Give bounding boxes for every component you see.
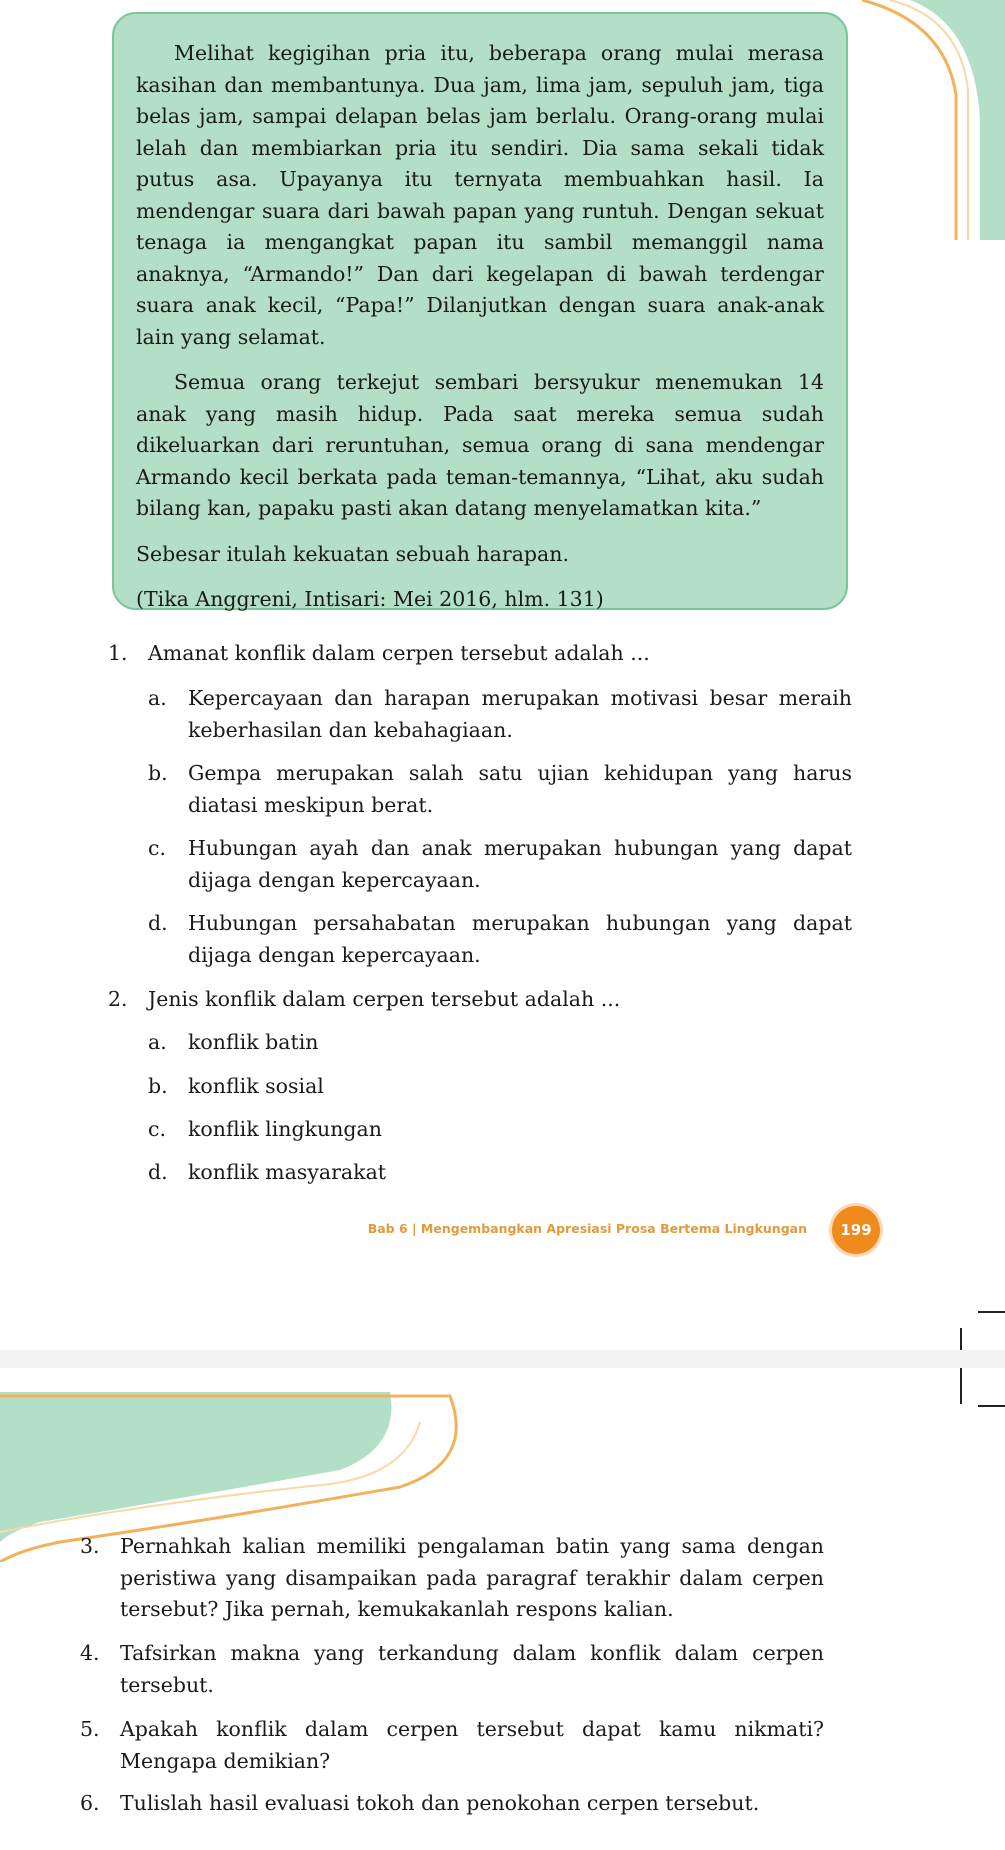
page-separator: [0, 1350, 1005, 1368]
option-text: Gempa merupakan salah satu ujian kehidupan yang harus diatasi meskipun berat.: [188, 761, 852, 817]
question-2: [108, 984, 852, 1016]
story-source: (Tika Anggreni, Intisari: Mei 2016, hlm. 131): [136, 587, 604, 611]
question-text: Tulislah hasil evaluasi tokoh dan penokohan cerpen tersebut.: [120, 1791, 760, 1815]
question-5: [80, 1714, 824, 1777]
question-1: [108, 638, 852, 670]
chapter-footer: Bab 6 | Mengembangkan Apresiasi Prosa Bertema Lingkungan: [367, 1221, 807, 1236]
option-text: Hubungan persahabatan merupakan hubungan yang dapat dijaga dengan kepercayaan.: [188, 911, 852, 967]
option-letter: c.: [148, 1117, 166, 1141]
story-excerpt-box: [112, 12, 848, 610]
option-letter: b.: [148, 761, 168, 785]
question-text: Jenis konflik dalam cerpen tersebut adalah ...: [148, 987, 621, 1011]
question-1-option-a: [148, 683, 852, 746]
story-paragraph: Melihat kegigihan pria itu, beberapa orang mulai merasa kasihan dan membantunya. Dua jam, lima jam, sepuluh jam, tiga belas jam, sampai delapan belas jam berlalu. Orang-orang mulai lelah dan membiarkan pria itu sendiri. Dia sama sekali tidak putus asa. Upayanya itu ternyata membuahkan hasil. Ia mendengar suara dari bawah papan yang runtuh. Dengan sekuat tenaga ia mengangkat papan itu sambil memanggil nama anaknya, “Armando!” Dan dari kegelapan di bawah terdengar suara anak kecil, “Papa!” Dilanjutkan dengan suara anak-anak lain yang selamat.: [136, 41, 824, 349]
question-1-option-d: [148, 908, 852, 971]
option-text: Hubungan ayah dan anak merupakan hubungan yang dapat dijaga dengan kepercayaan.: [188, 836, 852, 892]
option-text: konflik batin: [188, 1030, 319, 1054]
question-4: [80, 1638, 824, 1701]
option-letter: d.: [148, 911, 168, 935]
story-paragraph: Semua orang terkejut sembari bersyukur menemukan 14 anak yang masih hidup. Pada saat mereka semua sudah dikeluarkan dari reruntuhan, semua orang di sana mendengar Armando kecil berkata pada teman-temannya, “Lihat, aku sudah bilang kan, papaku pasti akan datang menyelamatkan kita.”: [136, 370, 824, 520]
question-number: 6.: [80, 1791, 100, 1815]
option-letter: b.: [148, 1074, 168, 1098]
option-text: Kepercayaan dan harapan merupakan motivasi besar meraih keberhasilan dan kebahagiaan.: [188, 686, 852, 742]
option-text: konflik lingkungan: [188, 1117, 382, 1141]
option-letter: a.: [148, 686, 167, 710]
question-3: [80, 1531, 824, 1626]
option-letter: d.: [148, 1160, 168, 1184]
question-number: 4.: [80, 1641, 100, 1665]
question-number: 3.: [80, 1534, 100, 1558]
corner-decoration-top: [850, 0, 1005, 240]
question-2-option-d: [148, 1157, 852, 1189]
question-text: Tafsirkan makna yang terkandung dalam konflik dalam cerpen tersebut.: [120, 1641, 824, 1697]
question-2-option-c: [148, 1114, 852, 1146]
question-2-option-b: [148, 1071, 852, 1103]
question-1-option-c: [148, 833, 852, 896]
question-2-option-a: [148, 1027, 852, 1059]
option-letter: c.: [148, 836, 166, 860]
option-letter: a.: [148, 1030, 167, 1054]
question-6: [80, 1788, 824, 1820]
question-number: 1.: [108, 641, 128, 665]
page-edge-marks: [958, 1368, 1005, 1408]
question-text: Apakah konflik dalam cerpen tersebut dapat kamu nikmati? Mengapa demikian?: [120, 1717, 824, 1773]
page-number-badge: 199: [832, 1206, 880, 1254]
option-text: konflik masyarakat: [188, 1160, 387, 1184]
option-text: konflik sosial: [188, 1074, 324, 1098]
story-paragraph: Sebesar itulah kekuatan sebuah harapan.: [136, 541, 569, 566]
question-number: 2.: [108, 987, 128, 1011]
question-number: 5.: [80, 1717, 100, 1741]
question-1-option-b: [148, 758, 852, 821]
question-text: Pernahkah kalian memiliki pengalaman batin yang sama dengan peristiwa yang disampaikan pada paragraf terakhir dalam cerpen tersebut? Jika pernah, kemukakanlah respons kalian.: [120, 1534, 824, 1621]
question-text: Amanat konflik dalam cerpen tersebut adalah ...: [148, 641, 650, 665]
page-200: [0, 1368, 1005, 1850]
